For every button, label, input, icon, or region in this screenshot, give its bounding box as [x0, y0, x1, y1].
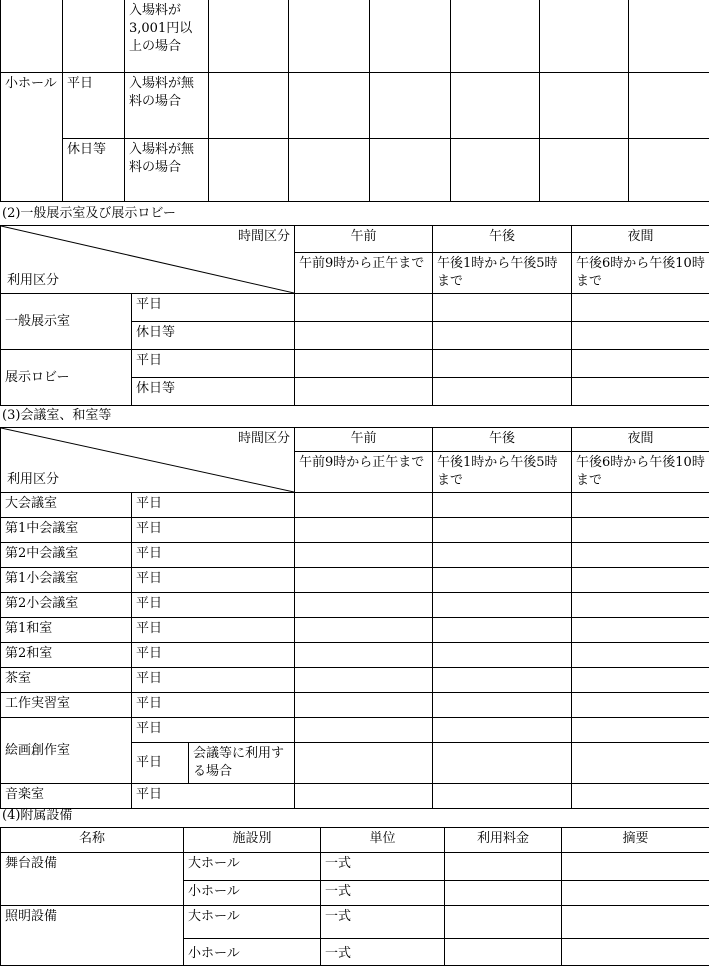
- table-row: [1, 718, 709, 743]
- day-cell: 平日: [132, 668, 295, 693]
- room-name: 大会議室: [1, 493, 132, 518]
- section-title: (2)一般展示室及び展示ロビー: [2, 206, 176, 222]
- table-row: [1, 618, 709, 643]
- unit-cell: 一式: [321, 853, 445, 881]
- period-name: 午後: [433, 226, 572, 253]
- room-name: 展示ロビー: [1, 350, 132, 406]
- column-header: 利用料金: [445, 828, 562, 853]
- table-row: [1, 668, 709, 693]
- room-name: 第2和室: [1, 643, 132, 668]
- column-header: 施設別: [184, 828, 321, 853]
- room-name: 工作実習室: [1, 693, 132, 718]
- table-row: [1, 784, 709, 809]
- time-category-label: 時間区分: [238, 430, 290, 448]
- header-row: [1, 828, 709, 853]
- day-cell: 休日等: [132, 378, 295, 406]
- period-name: 夜間: [572, 428, 709, 452]
- table-row: [1, 593, 709, 618]
- day-cell: 平日: [132, 743, 189, 784]
- period-name: 夜間: [572, 226, 709, 253]
- unit-cell: 一式: [321, 939, 445, 966]
- day-cell: 平日: [132, 784, 295, 809]
- table-row: [1, 518, 709, 543]
- room-name: 第1和室: [1, 618, 132, 643]
- table-row: [1, 853, 709, 881]
- day-cell: 平日: [132, 518, 295, 543]
- day-cell: 平日: [132, 693, 295, 718]
- room-name: 第1中会議室: [1, 518, 132, 543]
- hall-fee-table: [0, 0, 709, 202]
- section-title: (4)附属設備: [2, 808, 72, 824]
- table-row: [1, 568, 709, 593]
- day-cell: 平日: [132, 718, 295, 743]
- detail-cell: 入場料が無料の場合: [125, 139, 209, 202]
- detail-cell: 入場料が3,001円以上の場合: [125, 0, 209, 73]
- day-cell: 休日等: [132, 322, 295, 350]
- time-category-label: 時間区分: [238, 228, 290, 246]
- room-name: 絵画創作室: [1, 718, 132, 784]
- table-row: [1, 643, 709, 668]
- table-row: [1, 139, 709, 202]
- unit-cell: 一式: [321, 881, 445, 906]
- room-name: 茶室: [1, 668, 132, 693]
- use-category-label: 利用区分: [7, 272, 59, 290]
- table-row: [1, 493, 709, 518]
- equipment-name: 舞台設備: [1, 853, 184, 906]
- room-name: 一般展示室: [1, 294, 132, 350]
- facility-cell: 小ホール: [184, 881, 321, 906]
- meeting-room-fee-table: [0, 427, 709, 809]
- period-range: 午後6時から午後10時まで: [572, 452, 709, 493]
- use-category-label: 利用区分: [7, 471, 59, 489]
- period-name: 午前: [295, 226, 433, 253]
- room-name: 第2中会議室: [1, 543, 132, 568]
- day-cell: 平日: [132, 618, 295, 643]
- table-row: [1, 350, 709, 378]
- table-row: [1, 294, 709, 322]
- diagonal-header: [1, 428, 295, 493]
- table-row: [1, 73, 709, 139]
- day-cell: 平日: [132, 493, 295, 518]
- facility-cell: 小ホール: [184, 939, 321, 966]
- equipment-name: 照明設備: [1, 906, 184, 966]
- day-cell: 休日等: [63, 139, 125, 202]
- facility-cell: 大ホール: [184, 853, 321, 881]
- room-name: 第2小会議室: [1, 593, 132, 618]
- equipment-fee-table: [0, 827, 709, 966]
- unit-cell: 一式: [321, 906, 445, 939]
- day-cell: 平日: [132, 294, 295, 322]
- period-name: 午後: [433, 428, 572, 452]
- period-range: 午前9時から正午まで: [295, 452, 433, 493]
- table-row: [1, 693, 709, 718]
- day-cell: 平日: [132, 643, 295, 668]
- day-cell: 平日: [132, 543, 295, 568]
- table-row: [1, 0, 709, 73]
- period-range: 午後6時から午後10時まで: [572, 253, 709, 294]
- period-range: 午前9時から正午まで: [295, 253, 433, 294]
- diagonal-header: [1, 226, 295, 294]
- room-name: 第1小会議室: [1, 568, 132, 593]
- facility-cell: 大ホール: [184, 906, 321, 939]
- table-row: [1, 543, 709, 568]
- table-row: [1, 906, 709, 939]
- header-row: [1, 428, 709, 452]
- period-range: 午後1時から午後5時まで: [433, 253, 572, 294]
- small-hall-label: 小ホール: [1, 73, 63, 202]
- room-name: 音楽室: [1, 784, 132, 809]
- day-cell: 平日: [132, 350, 295, 378]
- column-header: 単位: [321, 828, 445, 853]
- period-name: 午前: [295, 428, 433, 452]
- exhibition-fee-table: [0, 225, 709, 406]
- period-range: 午後1時から午後5時まで: [433, 452, 572, 493]
- day-cell: 平日: [63, 73, 125, 139]
- day-cell: 平日: [132, 568, 295, 593]
- note-cell: 会議等に利用する場合: [189, 743, 295, 784]
- detail-cell: 入場料が無料の場合: [125, 73, 209, 139]
- header-row: [1, 226, 709, 253]
- day-cell: 平日: [132, 593, 295, 618]
- column-header: 摘要: [562, 828, 709, 853]
- column-header: 名称: [1, 828, 184, 853]
- section-title: (3)会議室、和室等: [2, 408, 111, 424]
